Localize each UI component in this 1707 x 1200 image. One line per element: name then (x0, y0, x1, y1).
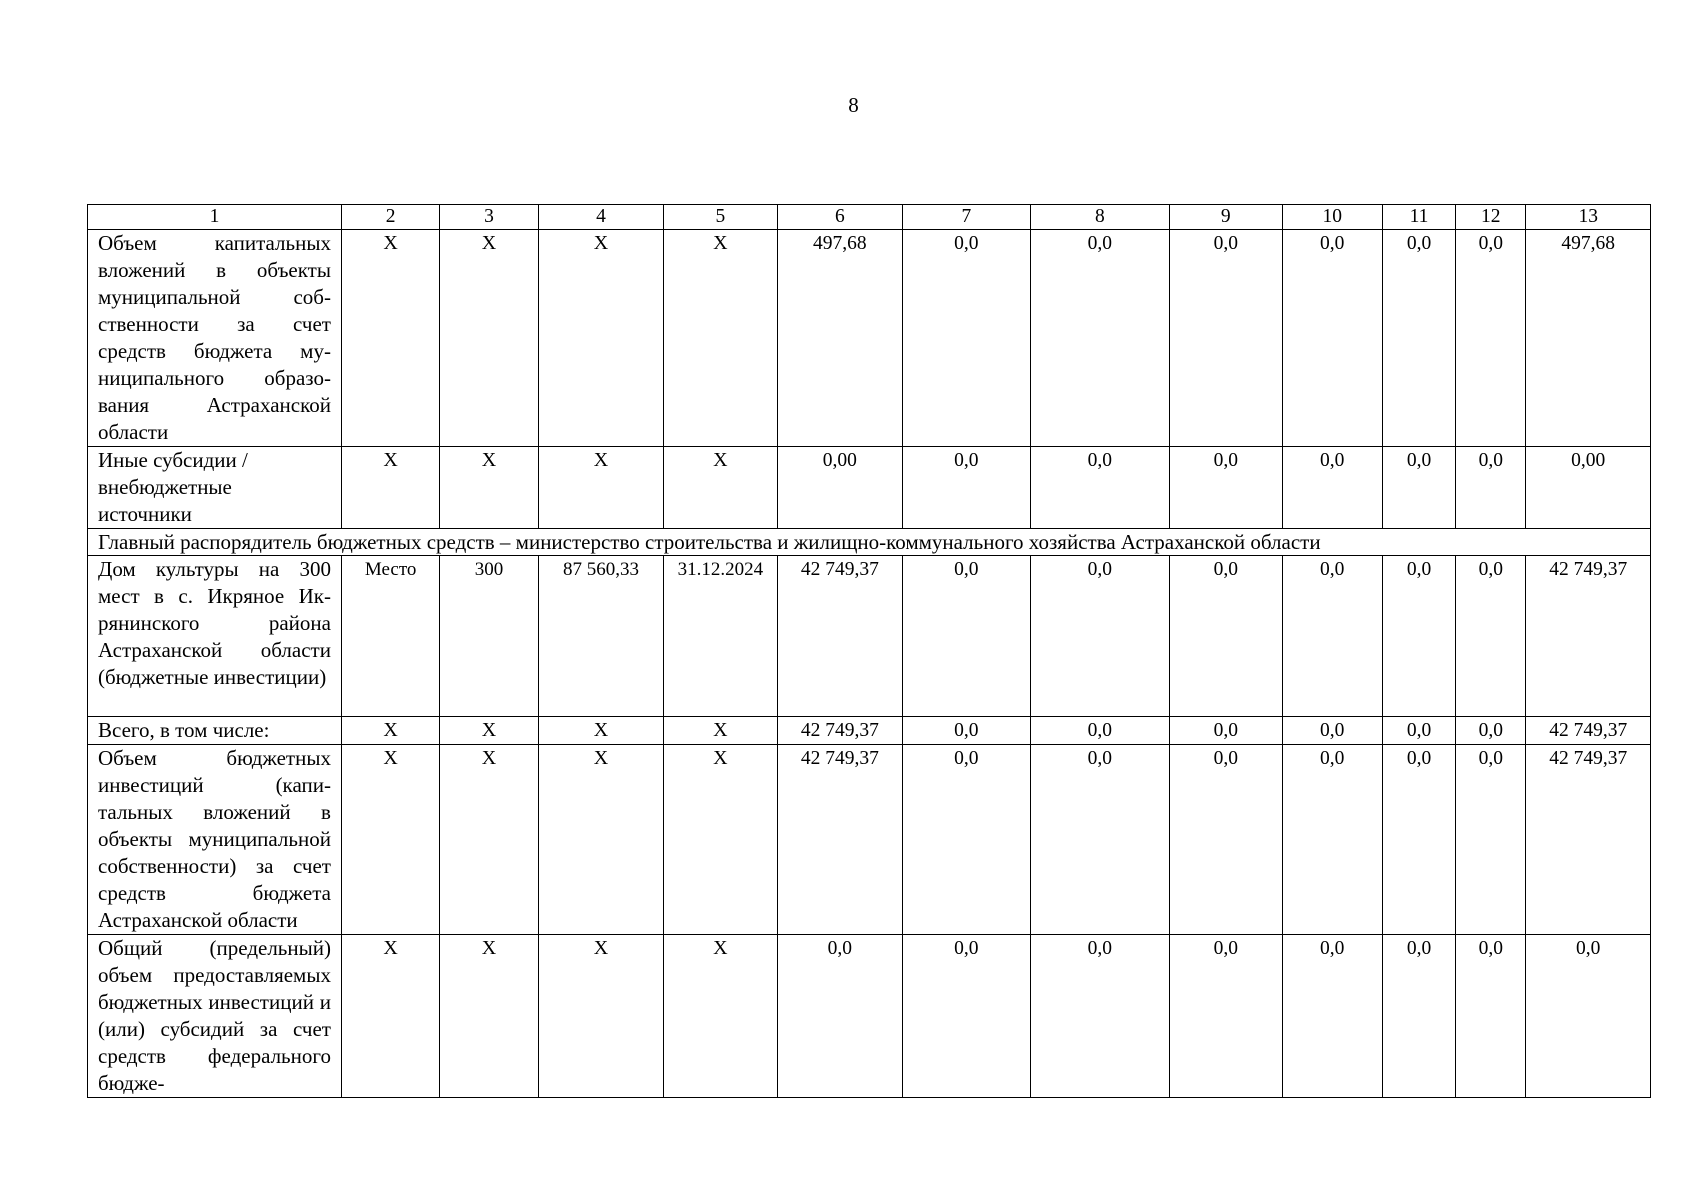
table-row (88, 447, 1651, 529)
page-number: 8 (848, 93, 859, 117)
table-cell: 0,0 (1030, 935, 1170, 1098)
table-cell: 0,0 (1030, 230, 1170, 447)
table-cell: X (341, 745, 439, 935)
table-cell: 0,0 (1170, 447, 1282, 529)
table-cell: X (440, 935, 538, 1098)
table-cell: 0,0 (1456, 230, 1526, 447)
table-cell: X (341, 717, 439, 745)
table-cell: 42 749,37 (777, 717, 902, 745)
table-cell: 0,0 (1382, 230, 1455, 447)
row-label: Иные субсидии / внебюджетные источники (88, 447, 342, 529)
table-cell: 87 560,33 (538, 556, 663, 717)
table-cell: 0,0 (1526, 935, 1651, 1098)
table-cell: Место (341, 556, 439, 717)
column-header: 2 (341, 205, 439, 230)
column-header: 5 (664, 205, 777, 230)
section-row (88, 529, 1651, 556)
table-row (88, 745, 1651, 935)
table-cell: 42 749,37 (1526, 717, 1651, 745)
table-cell: X (341, 447, 439, 529)
table-cell: X (664, 745, 777, 935)
table-cell: 0,0 (1382, 447, 1455, 529)
table-cell: X (440, 230, 538, 447)
table-cell: 0,0 (1170, 745, 1282, 935)
table-cell: 0,0 (1456, 745, 1526, 935)
table-cell: 0,0 (1456, 935, 1526, 1098)
table-cell: 0,0 (1282, 556, 1382, 717)
table-cell: 0,0 (1382, 935, 1455, 1098)
table-cell: 0,0 (1030, 745, 1170, 935)
table-cell: X (440, 447, 538, 529)
column-header: 10 (1282, 205, 1382, 230)
table-cell: 42 749,37 (1526, 745, 1651, 935)
table-cell: 0,0 (903, 447, 1030, 529)
table-cell: 0,00 (1526, 447, 1651, 529)
row-label: Всего, в том числе: (88, 717, 342, 745)
table-cell: 0,0 (903, 745, 1030, 935)
table-row (88, 230, 1651, 447)
table-cell: X (538, 230, 663, 447)
row-label: Объем капитальных вложений в объекты муниципальной собственности за счет средств бюджета муниципального образования Астраханской области (88, 230, 342, 447)
table-cell: 0,0 (1382, 717, 1455, 745)
table-cell: 0,0 (1382, 556, 1455, 717)
table-cell: X (664, 717, 777, 745)
table-cell: 42 749,37 (777, 745, 902, 935)
table-cell: X (440, 717, 538, 745)
table-row (88, 717, 1651, 745)
budget-table (87, 204, 1651, 1098)
column-number-row (88, 205, 1651, 230)
table-cell: 0,0 (1282, 717, 1382, 745)
table-cell: 0,0 (1030, 556, 1170, 717)
table-cell: 0,0 (903, 935, 1030, 1098)
column-header: 7 (903, 205, 1030, 230)
section-heading: Главный распорядитель бюджетных средств – министерство строительства и жилищно-коммунального хозяйства Астраханской области (88, 529, 1651, 556)
table-cell: X (538, 935, 663, 1098)
table-row (88, 935, 1651, 1098)
table-cell: 0,0 (1030, 717, 1170, 745)
column-header: 1 (88, 205, 342, 230)
table-cell: 497,68 (1526, 230, 1651, 447)
table-cell: X (664, 935, 777, 1098)
table-cell: 0,0 (1282, 447, 1382, 529)
table-cell: 0,0 (1030, 447, 1170, 529)
table-cell: 0,0 (1456, 447, 1526, 529)
table-cell: 0,0 (903, 230, 1030, 447)
table-cell: 0,0 (1170, 717, 1282, 745)
table-cell: 300 (440, 556, 538, 717)
table-cell: X (341, 230, 439, 447)
row-label: Общий (предельный) объем предоставляемых бюджетных инвестиций и (или) субсидий за счет средств федерального бюдже- (88, 935, 342, 1098)
table-cell: 0,0 (903, 556, 1030, 717)
table-cell: 0,0 (903, 717, 1030, 745)
table-cell: 0,00 (777, 447, 902, 529)
table-cell: 42 749,37 (777, 556, 902, 717)
row-label: Дом культуры на 300 мест в с. Икряное Икрянинского района Астраханской области (бюджетные инвестиции) (88, 556, 342, 717)
column-header: 4 (538, 205, 663, 230)
table-cell: 31.12.2024 (664, 556, 777, 717)
table-cell: 0,0 (1282, 230, 1382, 447)
table-cell: 0,0 (1170, 556, 1282, 717)
table-cell: X (440, 745, 538, 935)
table-cell: 0,0 (777, 935, 902, 1098)
table-cell: 0,0 (1170, 935, 1282, 1098)
table-cell: 0,0 (1282, 935, 1382, 1098)
table-cell: X (664, 230, 777, 447)
table-cell: 0,0 (1382, 745, 1455, 935)
column-header: 11 (1382, 205, 1455, 230)
table-cell: X (538, 717, 663, 745)
row-label: Объем бюджетных инвестиций (капитальных вложений в объекты муниципальной собственности) за счет средств бюджета Астраханской области (88, 745, 342, 935)
column-header: 3 (440, 205, 538, 230)
table-cell: X (664, 447, 777, 529)
table-cell: 0,0 (1282, 745, 1382, 935)
table-cell: 42 749,37 (1526, 556, 1651, 717)
table-cell: X (538, 745, 663, 935)
column-header: 6 (777, 205, 902, 230)
table-cell: 497,68 (777, 230, 902, 447)
table-row (88, 556, 1651, 717)
column-header: 13 (1526, 205, 1651, 230)
table-cell: 0,0 (1170, 230, 1282, 447)
table-cell: 0,0 (1456, 556, 1526, 717)
table-cell: X (341, 935, 439, 1098)
table-cell: X (538, 447, 663, 529)
column-header: 8 (1030, 205, 1170, 230)
table-cell: 0,0 (1456, 717, 1526, 745)
column-header: 12 (1456, 205, 1526, 230)
column-header: 9 (1170, 205, 1282, 230)
